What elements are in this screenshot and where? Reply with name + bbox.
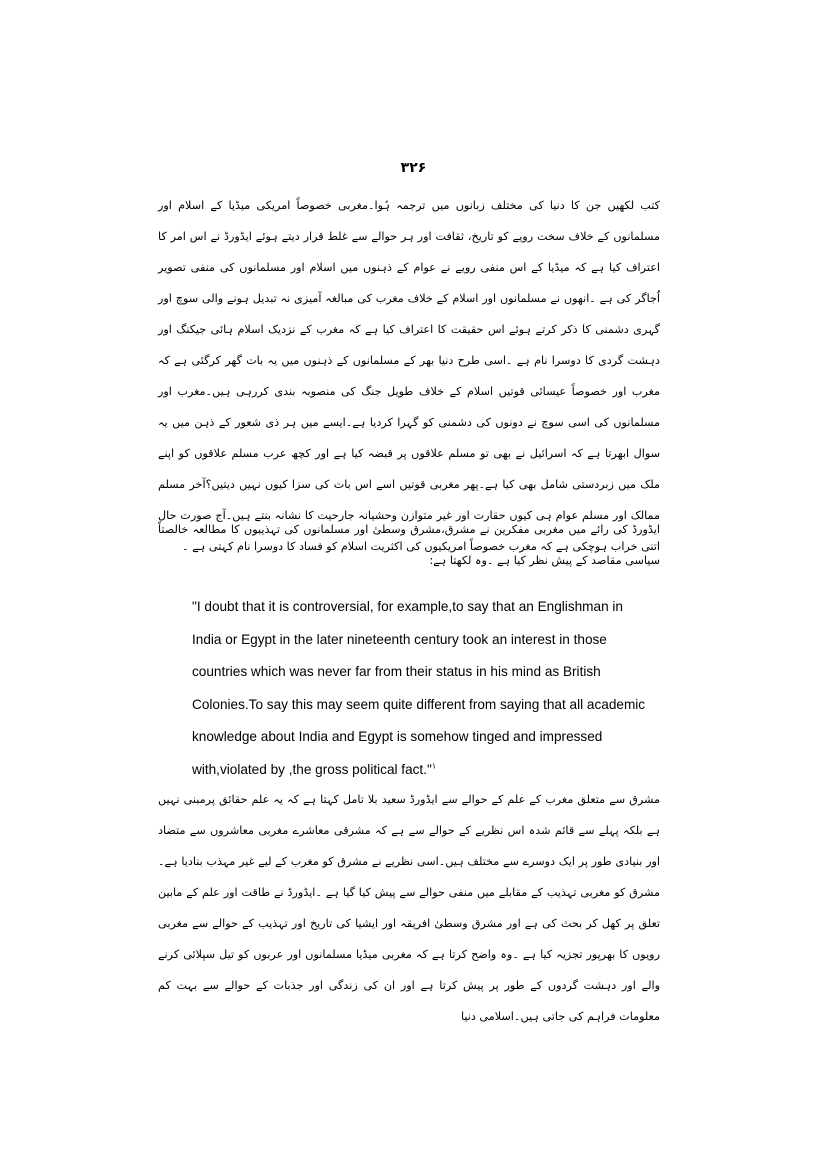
quote-text: "I doubt that it is controversial, for example,to say that an Englishman in India or Egypt in the later nineteenth century took an interest in those countries which was never far from their status in his mind as British Colonies.To say this may seem quite different from saying that all academic knowledge about India and Egypt is somehow tinged and impressed with,violated by ,the gross political fact."	[192, 599, 646, 777]
paragraph-2: ایڈورڈ کی رائے میں مغربی مفکرین نے مشرق،مشرق وسطیٰ اور مسلمانوں کی تہذیبوں کا مطالعہ خالصتاً سیاسی مقاصد کے پیش نظر کیا ہے ۔وہ لکھتا ہے:	[158, 523, 660, 567]
paragraph-3: مشرق سے متعلق مغرب کے علم کے حوالے سے ایڈورڈ سعید بلا تامل کہتا ہے کہ یہ علم حقائق پرمبنی نہیں ہے بلکہ پہلے سے قائم شدہ اس نظریے کے حوالے سے ہے کہ مشرقی معاشرے مغربی معاشروں سے متضاد اور بنیادی طور پر ایک دوسرے سے مختلف ہیں۔اسی نظریے نے مشرق کو مغرب کے لیے غیر مہذب بنادیا ہے۔مشرق کو مغربی تہذیب کے مقابلے میں منفی حوالے سے پیش کیا گیا ہے ۔ایڈورڈ نے طاقت اور علم کے مابین تعلق پر کھل کر بحث کی ہے اور مشرق وسطیٰ افریقہ اور ایشیا کی تاریخ اور تہذیب کے حوالے سے مغربی رویوں کا بھرپور تجزیہ کیا ہے ۔وہ واضح کرتا ہے کہ مغربی میڈیا مسلمانوں اور عربوں کو تیل سپلائی کرنے والے اور دہشت گردوں کے طور پر پیش کرتا ہے اور ان کی زندگی اور جذبات کے حوالے سے بہت کم معلومات فراہم کی جاتی ہیں۔اسلامی دنیا	[158, 793, 660, 1023]
block-quote	[192, 591, 647, 786]
page-number: ۳۲۶	[400, 160, 427, 176]
footnote-marker: ۱	[431, 760, 437, 770]
paragraph-1: کتب لکھیں جن کا دنیا کی مختلف زبانوں میں ترجمہ ہُوا۔مغربی خصوصاً امریکی میڈیا کے اسلام اور مسلمانوں کے خلاف سخت رویے کو تاریخ، ثقافت اور ہر حوالے سے غلط قرار دیتے ہوئے ایڈورڈ نے اس امر کا اعتراف کیا ہے کہ میڈیا کے اس منفی رویے نے عوام کے ذہنوں میں اسلام اور مسلمانوں کی منفی تصویر اُجاگر کی ہے ۔انھوں نے مسلمانوں اور اسلام کے خلاف مغرب کی مبالغہ آمیزی نہ تبدیل ہونے والی سوچ اور گہری دشمنی کا ذکر کرتے ہوئے اس حقیقت کا اعتراف کیا ہے کہ مغرب کے نزدیک اسلام ہائی جیکنگ اور دہشت گردی کا دوسرا نام ہے ۔اسی طرح دنیا بھر کے مسلمانوں کے ذہنوں میں یہ بات گھر کرگئی ہے کہ مغرب اور خصوصاً عیسائی قوتیں اسلام کے خلاف طویل جنگ کی منصوبہ بندی کررہی ہیں۔مغرب اور مسلمانوں کی اسی سوچ نے دونوں کی دشمنی کو گہرا کردیا ہے۔ایسے میں ہر ذی شعور کے ذہن میں یہ سوال ابھرتا ہے کہ اسرائیل نے بھی تو مسلم علاقوں پر قبضہ کیا ہے اور کچھ عرب مسلم علاقوں کو اپنے ملک میں زبردستی شامل بھی کیا ہے۔پھر مغربی قوتیں اسے اس بات کی سزا کیوں نہیں دیتیں؟آخر مسلم ممالک اور مسلم عوام ہی کیوں حقارت اور غیر متوازن وحشیانہ جارحیت کا نشانہ بنتے ہیں۔آج صورت حال اتنی خراب ہوچکی ہے کہ مغرب خصوصاً امریکیوں کی اکثریت اسلام کو فساد کا دوسرا نام کہتی ہے ۔	[158, 199, 660, 553]
